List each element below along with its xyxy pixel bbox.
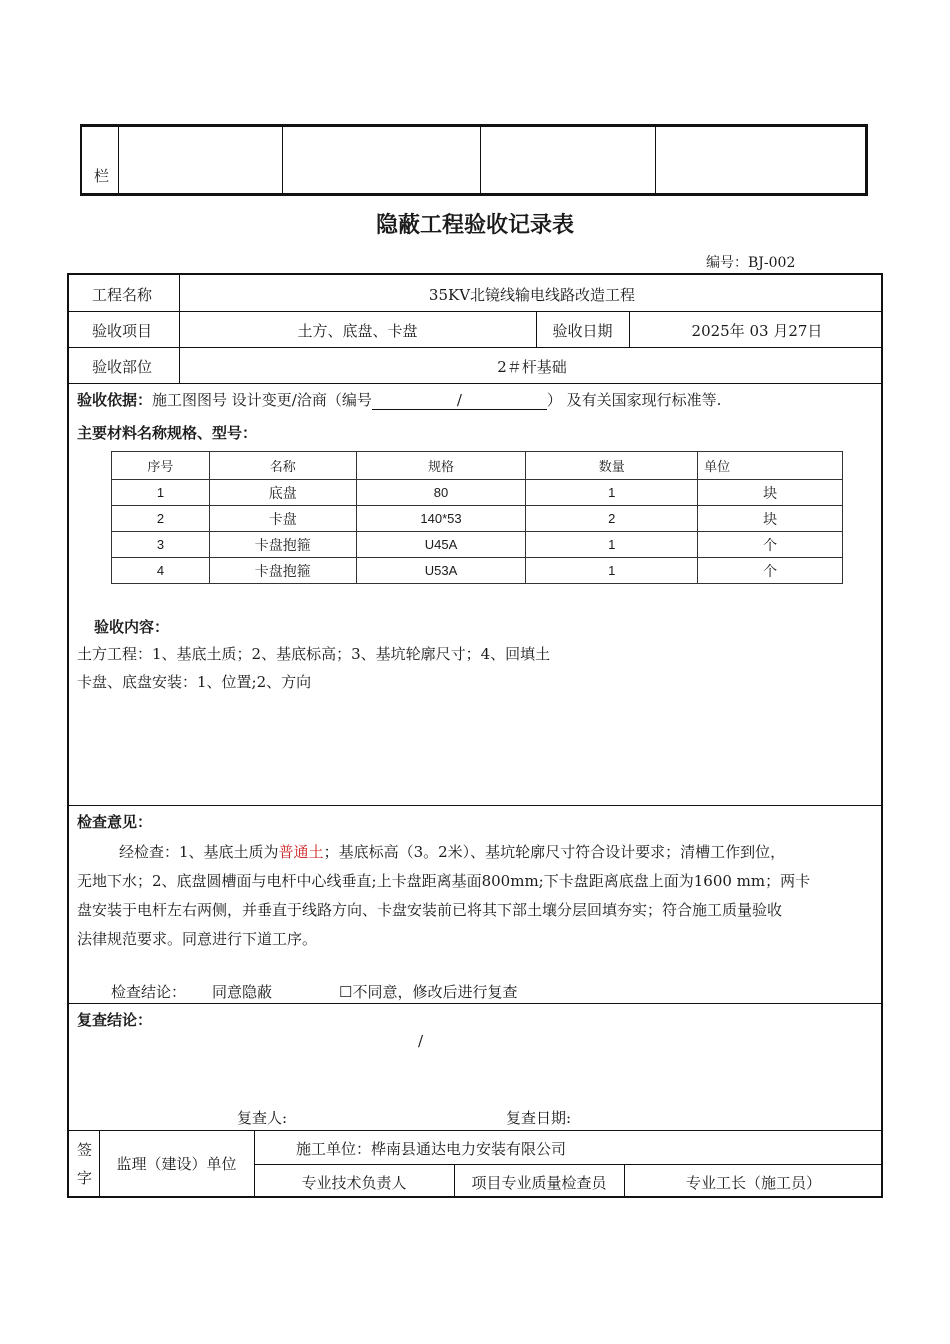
cell-no: 4 [112,558,210,584]
document-number: 编号：BJ-002 [706,255,796,271]
row-label: 栏 [94,167,110,185]
acceptance-item-value: 土方、底盘、卡盘 [297,322,418,340]
header-cell: 单位 [698,452,843,480]
change-number-blank: / [372,391,547,410]
cell-name: 卡盘 [209,506,356,532]
cell-qty: 1 [526,558,698,584]
acceptance-part-label: 验收部位 [92,358,153,376]
table-row [112,480,843,506]
cell-qty: 1 [526,532,698,558]
inspection-conclusion-label: 检查结论： [111,983,187,1001]
row-divider [69,347,881,348]
acceptance-form [67,273,883,1198]
table-divider [480,127,481,193]
cell-unit: 块 [698,506,843,532]
table-divider [282,127,283,193]
cell-qty: 1 [526,480,698,506]
basis-label: 验收依据： [77,391,153,409]
tech-lead-label: 专业技术负责人 [301,1174,407,1192]
acceptance-basis [77,389,721,410]
supervisor-unit: 监理（建设）单位 [116,1155,237,1173]
opinion-line: 无地下水；2、底盘圆槽面与电杆中心线垂直;上卡盘距离基面800mm;下卡盘距离底盘上面为1600 mm；两卡 [77,872,811,890]
table-row [112,532,843,558]
content-line-installation: 卡盘、底盘安装：1、位置;2、方向 [77,673,312,691]
header-cell: 名称 [209,452,356,480]
row-divider [69,1003,881,1004]
cell-spec: U45A [356,532,526,558]
recheck-date-label: 复查日期: [506,1109,572,1127]
opinion-text: ；基底标高（3。2米）、基坑轮廓尺寸符合设计要求；清槽工作到位， [323,843,786,861]
row-divider [69,805,881,806]
opinion-line: 盘安装于电杆左右两侧，并垂直于线路方向、卡盘安装前已将其下部土壤分层回填夯实；符合施工质量验收 [77,901,783,919]
header-cell: 数量 [526,452,698,480]
cell-name: 卡盘抱箍 [209,532,356,558]
foreman-label: 专业工长（施工员） [685,1174,821,1192]
row-divider [69,311,881,312]
header-cell: 序号 [112,452,210,480]
recheck-conclusion-value: / [418,1032,424,1050]
cell-name: 底盘 [209,480,356,506]
sign-label-bottom: 字 [77,1169,93,1187]
table-header-row [112,452,843,480]
row-divider [69,383,881,384]
disagree-option: ☐不同意，修改后进行复查 [339,983,518,1001]
table-row [112,506,843,532]
acceptance-item-label: 验收项目 [92,322,153,340]
row-divider [254,1164,881,1165]
basis-text-end: ） 及有关国家现行标准等. [546,391,722,409]
project-name-label: 工程名称 [92,286,153,304]
cell-spec: 140*53 [356,506,526,532]
cell-no: 3 [112,532,210,558]
content-label: 验收内容： [94,618,170,636]
acceptance-part-value: 2＃杆基础 [497,358,567,376]
opinion-line [77,838,877,867]
materials-table [111,451,843,584]
construction-unit: 施工单位：桦南县通达电力安装有限公司 [296,1140,567,1158]
content-line-earthwork: 土方工程：1、基底土质；2、基底标高；3、基坑轮廓尺寸；4、回填土 [77,645,551,663]
table-divider [655,127,656,193]
acceptance-date-value: 2025年 03 月27日 [691,322,823,340]
basis-text: 施工图图号 设计变更/洽商（编号 [152,391,372,409]
table-row [112,558,843,584]
cell-spec: U53A [356,558,526,584]
row-divider [69,1130,881,1131]
cell-qty: 2 [526,506,698,532]
agree-option: 同意隐蔽 [212,983,273,1001]
table-divider [118,127,119,193]
quality-inspector-label: 项目专业质量检查员 [471,1174,607,1192]
acceptance-date-label: 验收日期 [552,322,613,340]
recheck-person-label: 复查人: [237,1109,288,1127]
inspection-label: 检查意见： [77,813,153,831]
cell-no: 2 [112,506,210,532]
soil-type-highlight: 普通土 [278,843,324,861]
opinion-line: 法律规范要求。同意进行下道工序。 [77,930,318,948]
opinion-text: 经检查：1、基底土质为 [119,843,279,861]
cell-spec: 80 [356,480,526,506]
inspection-opinion [77,838,877,954]
page-title: 隐蔽工程验收记录表 [375,213,574,238]
header-cell: 规格 [356,452,526,480]
cell-unit: 个 [698,532,843,558]
cell-unit: 个 [698,558,843,584]
materials-label: 主要材料名称规格、型号： [77,424,258,442]
cell-name: 卡盘抱箍 [209,558,356,584]
recheck-label: 复查结论： [77,1011,153,1029]
previous-table-fragment [80,124,868,196]
cell-no: 1 [112,480,210,506]
cell-unit: 块 [698,480,843,506]
sign-label-top: 签 [77,1141,93,1159]
project-name-value: 35KV北镜线输电线路改造工程 [428,286,636,304]
